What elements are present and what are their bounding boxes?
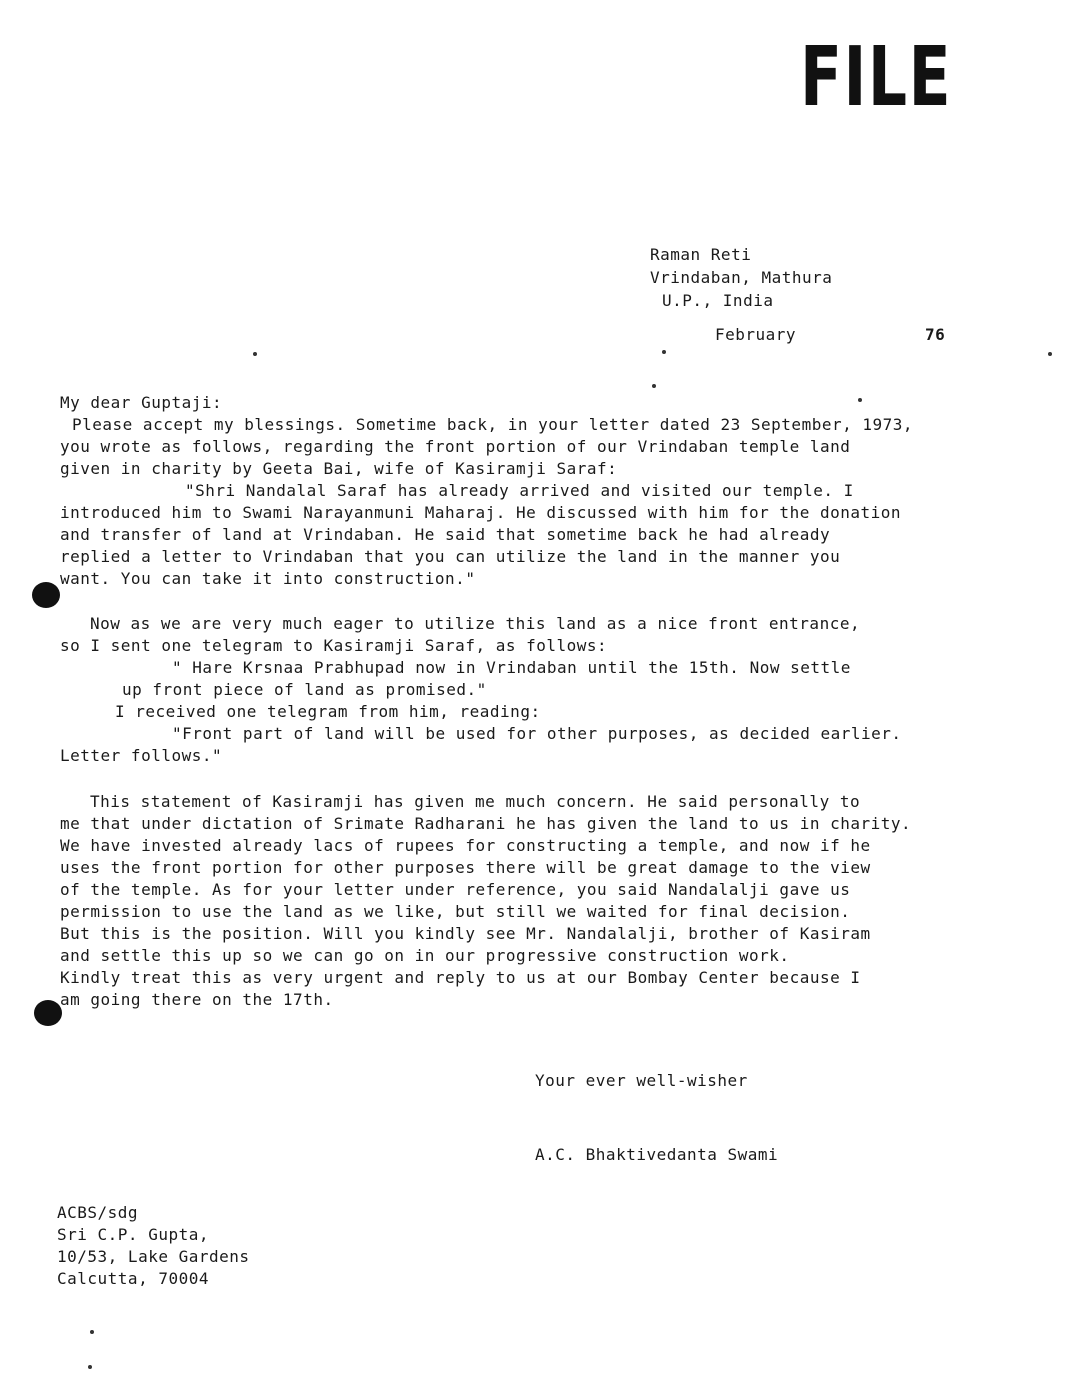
speck [90,1330,94,1334]
ink-blot [34,1000,62,1026]
reference-initials: ACBS/sdg [57,1203,139,1222]
letter-date-month: February [715,325,797,344]
speck [662,350,666,354]
body-line: of the temple. As for your letter under reference, you said Nandalalji gave us [60,880,851,899]
speck [652,384,656,388]
signature: A.C. Bhaktivedanta Swami [535,1145,779,1164]
telegram-line: up front piece of land as promised." [122,680,487,699]
telegram-line: " Hare Krsnaa Prabhupad now in Vrindaban until the 15th. Now settle [172,658,851,677]
quote-line: "Shri Nandalal Saraf has already arrived and visited our temple. I [185,481,854,500]
speck [88,1365,92,1369]
body-line: and settle this up so we can go on in our progressive construction work. [60,946,790,965]
speck [253,352,257,356]
body-line: This statement of Kasiramji has given me much concern. He said personally to [90,792,861,811]
address-line: Raman Reti [650,245,752,264]
address-line: Vrindaban, Mathura [650,268,833,287]
speck [1048,352,1052,356]
salutation: My dear Guptaji: [60,393,223,412]
file-stamp: FILE [800,30,953,125]
quote-line: replied a letter to Vrindaban that you can utilize the land in the manner you [60,547,841,566]
body-line: so I sent one telegram to Kasiramji Saraf, as follows: [60,636,608,655]
body-line: We have invested already lacs of rupees for constructing a temple, and now if he [60,836,871,855]
quote-line: want. You can take it into construction." [60,569,476,588]
body-line: you wrote as follows, regarding the front portion of our Vrindaban temple land [60,437,851,456]
body-line: permission to use the land as we like, but still we waited for final decision. [60,902,851,921]
body-line: Kindly treat this as very urgent and reply to us at our Bombay Center because I [60,968,861,987]
recipient-address: 10/53, Lake Gardens [57,1247,250,1266]
body-line: me that under dictation of Srimate Radharani he has given the land to us in charity. [60,814,912,833]
quote-line: introduced him to Swami Narayanmuni Maharaj. He discussed with him for the donation [60,503,902,522]
body-line: given in charity by Geeta Bai, wife of Kasiramji Saraf: [60,459,618,478]
telegram-line: "Front part of land will be used for other purposes, as decided earlier. [172,724,902,743]
telegram-line: Letter follows." [60,746,223,765]
body-line: I received one telegram from him, reading: [115,702,541,721]
letter-date-year: 76 [925,325,946,344]
closing: Your ever well-wisher [535,1071,748,1090]
body-line: uses the front portion for other purposes there will be great damage to the view [60,858,871,877]
address-line: U.P., India [662,291,774,310]
body-line: Please accept my blessings. Sometime back, in your letter dated 23 September, 1973, [72,415,914,434]
body-line: am going there on the 17th. [60,990,334,1009]
quote-line: and transfer of land at Vrindaban. He said that sometime back he had already [60,525,831,544]
body-line: Now as we are very much eager to utilize this land as a nice front entrance, [90,614,861,633]
recipient-name: Sri C.P. Gupta, [57,1225,209,1244]
body-line: But this is the position. Will you kindly see Mr. Nandalalji, brother of Kasiram [60,924,871,943]
ink-blot [32,582,60,608]
speck [858,398,862,402]
recipient-city: Calcutta, 70004 [57,1269,209,1288]
